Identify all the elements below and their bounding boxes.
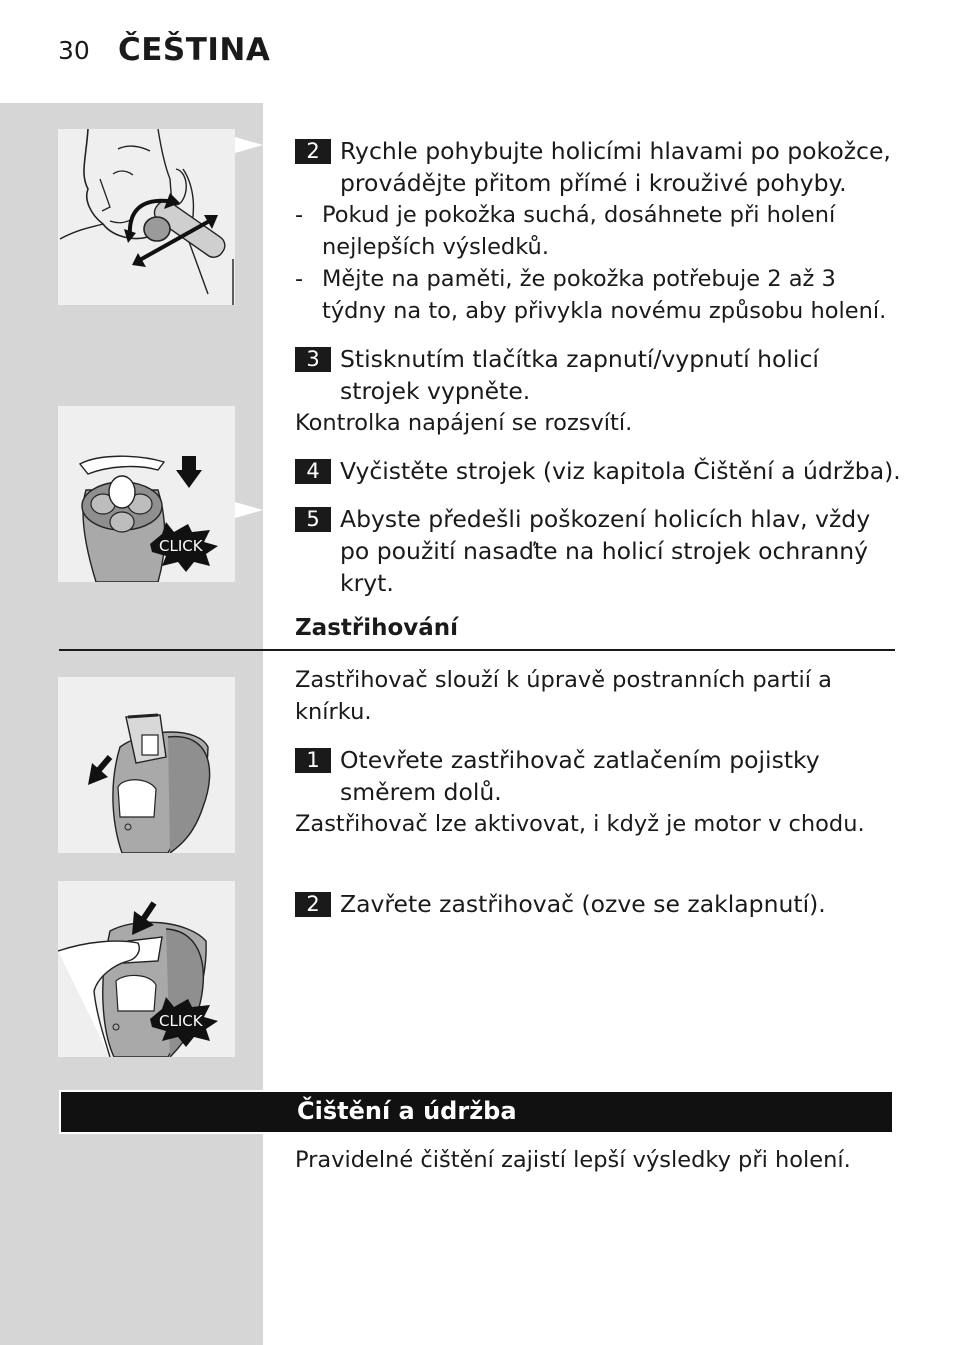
step-text: Stisknutím tlačítka zapnutí/vypnutí holicí strojek vypněte. — [340, 345, 819, 405]
illustration-cap-click — [58, 406, 235, 582]
step-text: Otevřete zastřihovač zatlačením pojistky směrem dolů. — [340, 746, 820, 806]
bullet-text: Pokud je pokožka suchá, dosáhnete při holení nejlepších výsledků. — [322, 202, 836, 260]
note-motor-running: Zastřihovač lze aktivovat, i když je motor v chodu. — [295, 811, 865, 837]
shaving-step-2 — [295, 135, 905, 199]
illustration-pointer — [235, 502, 263, 518]
step-text: Rychle pohybujte holicími hlavami po pokožce, provádějte přitom přímé i krouživé pohyby. — [340, 137, 891, 197]
bullet-dash: - — [295, 202, 304, 228]
section-heading-cleaning: Čištění a údržba — [297, 1097, 517, 1125]
trimming-step-2 — [295, 888, 905, 920]
illustration-pointer — [235, 137, 263, 153]
click-label: CLICK — [159, 1012, 203, 1030]
step-number: 2 — [295, 139, 331, 164]
illustration-trimmer-close — [58, 881, 235, 1057]
shaving-step-3 — [295, 343, 905, 407]
step-text: Abyste předešli poškození holicích hlav, vždy po použití nasaďte na holicí strojek ochranný kryt. — [340, 505, 871, 597]
trimming-step-1 — [295, 744, 855, 808]
step-number: 3 — [295, 347, 331, 372]
page-number: 30 — [58, 36, 90, 65]
step-number: 4 — [295, 459, 331, 484]
bullet-dash: - — [295, 266, 304, 292]
cleaning-intro: Pravidelné čištění zajistí lepší výsledky při holení. — [295, 1147, 851, 1173]
section-bar-cleaning — [59, 1090, 894, 1134]
step-number: 2 — [295, 892, 331, 917]
illustration-trimmer-open — [58, 677, 235, 853]
bullet-dry-skin — [295, 199, 895, 263]
shaving-step-5 — [295, 503, 885, 599]
language-title: ČEŠTINA — [118, 32, 271, 68]
note-power-light: Kontrolka napájení se rozsvítí. — [295, 410, 633, 436]
section-divider — [59, 649, 895, 651]
click-label: CLICK — [159, 537, 203, 555]
illustration-face-shaving — [58, 129, 235, 305]
step-text: Zavřete zastřihovač (ozve se zaklapnutí). — [340, 890, 826, 918]
bullet-text: Mějte na paměti, že pokožka potřebuje 2 až 3 týdny na to, aby přivykla novému způsobu holení. — [322, 266, 887, 324]
trimming-intro: Zastřihovač slouží k úpravě postranních partií a knírku. — [295, 667, 832, 725]
section-heading-trimming: Zastřihování — [295, 615, 459, 641]
bullet-adaptation — [295, 263, 895, 327]
step-text: Vyčistěte strojek (viz kapitola Čištění a údržba). — [340, 457, 901, 485]
step-number: 5 — [295, 507, 331, 532]
shaving-step-4 — [295, 455, 905, 487]
step-number: 1 — [295, 748, 331, 773]
